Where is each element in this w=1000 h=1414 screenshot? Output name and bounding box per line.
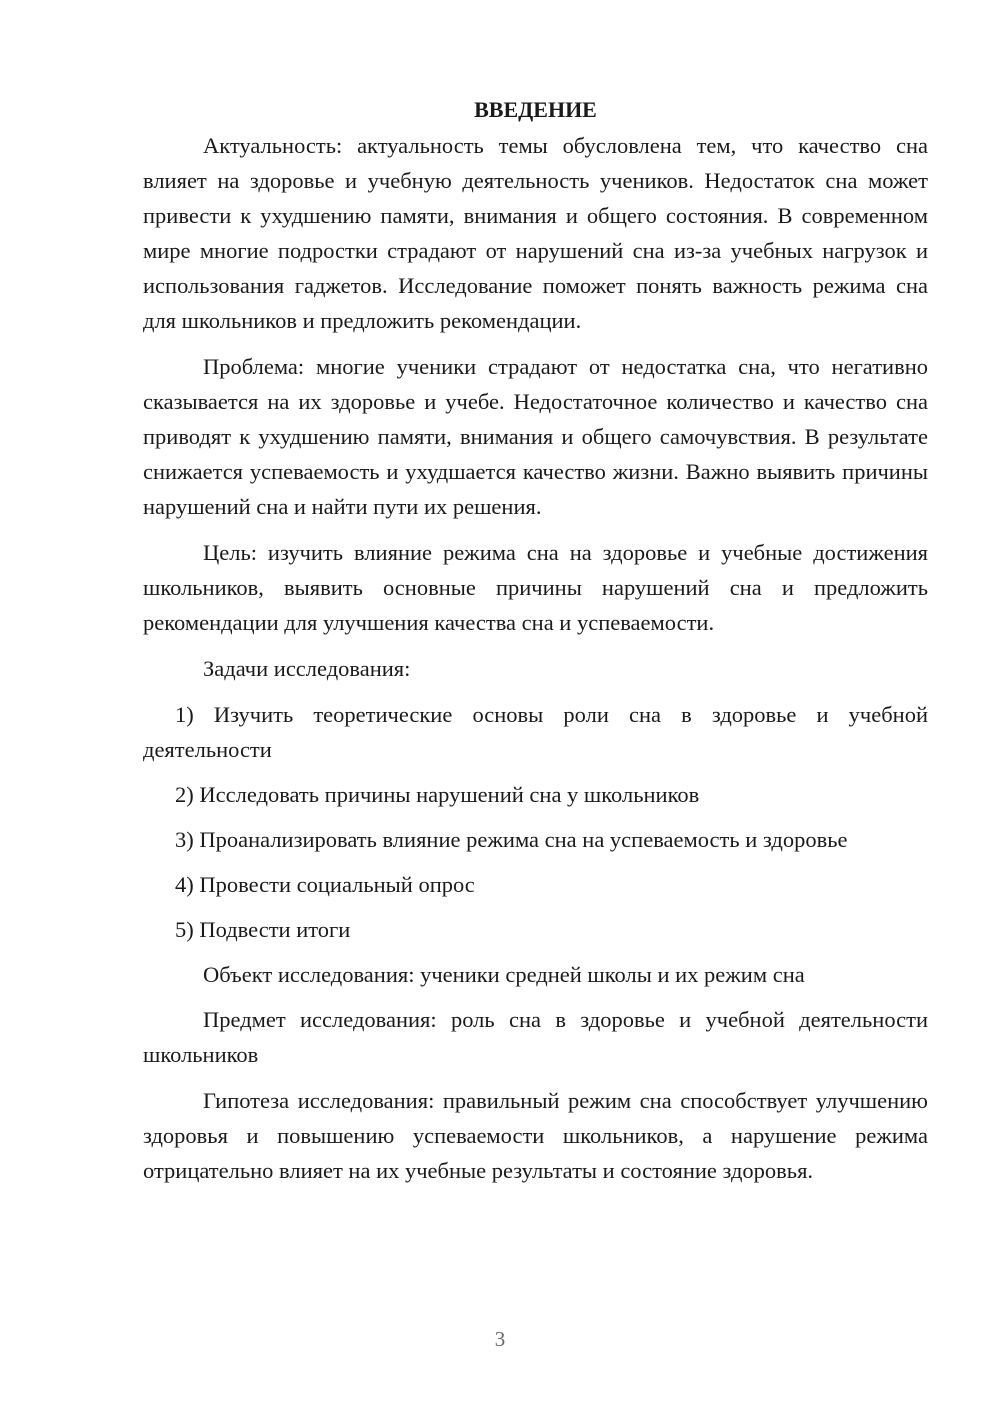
task-item-4: 4) Провести социальный опрос [175,872,475,897]
task-item-3: 3) Проанализировать влияние режима сна на успеваемость и здоровье [175,827,848,852]
relevance-paragraph: Актуальность: актуальность темы обусловлена тем, что качество сна влияет на здоровье и учебную деятельность учеников. Недостаток сна может привести к ухудшению памяти, внимания и общего состояния. В современном мире многие подростки страдают от нарушений сна из-за учебных нагрузок и использования гаджетов. Исследование поможет понять важность режима сна для школьников и предложить рекомендации. [143,133,928,333]
object-paragraph: Объект исследования: ученики средней школы и их режим сна [203,962,805,987]
task-item-2: 2) Исследовать причины нарушений сна у школьников [175,782,700,807]
subject-paragraph: Предмет исследования: роль сна в здоровье и учебной деятельности школьников [143,1007,928,1067]
hypothesis-paragraph: Гипотеза исследования: правильный режим сна способствует улучшению здоровья и повышению успеваемости школьников, а нарушение режима отрицательно влияет на их учебные результаты и состояние здоровья. [143,1088,928,1183]
task-item-1: 1) Изучить теоретические основы роли сна в здоровье и учебной деятельности [143,702,928,762]
goal-paragraph: Цель: изучить влияние режима сна на здоровье и учебные достижения школьников, выявить основные причины нарушений сна и предложить рекомендации для улучшения качества сна и успеваемости. [143,540,928,635]
section-title: ВВЕДЕНИЕ [474,97,597,122]
problem-paragraph: Проблема: многие ученики страдают от недостатка сна, что негативно сказывается на их здоровье и учебе. Недостаточное количество и качество сна приводят к ухудшению памяти, внимания и общего самочувствия. В результате снижается успеваемость и ухудшается качество жизни. Важно выявить причины нарушений сна и найти пути их решения. [143,354,928,519]
tasks-list [143,697,928,947]
task-item-5: 5) Подвести итоги [175,917,351,942]
tasks-heading: Задачи исследования: [203,656,411,681]
document-page [143,92,928,1199]
page-number: 3 [494,1327,506,1351]
